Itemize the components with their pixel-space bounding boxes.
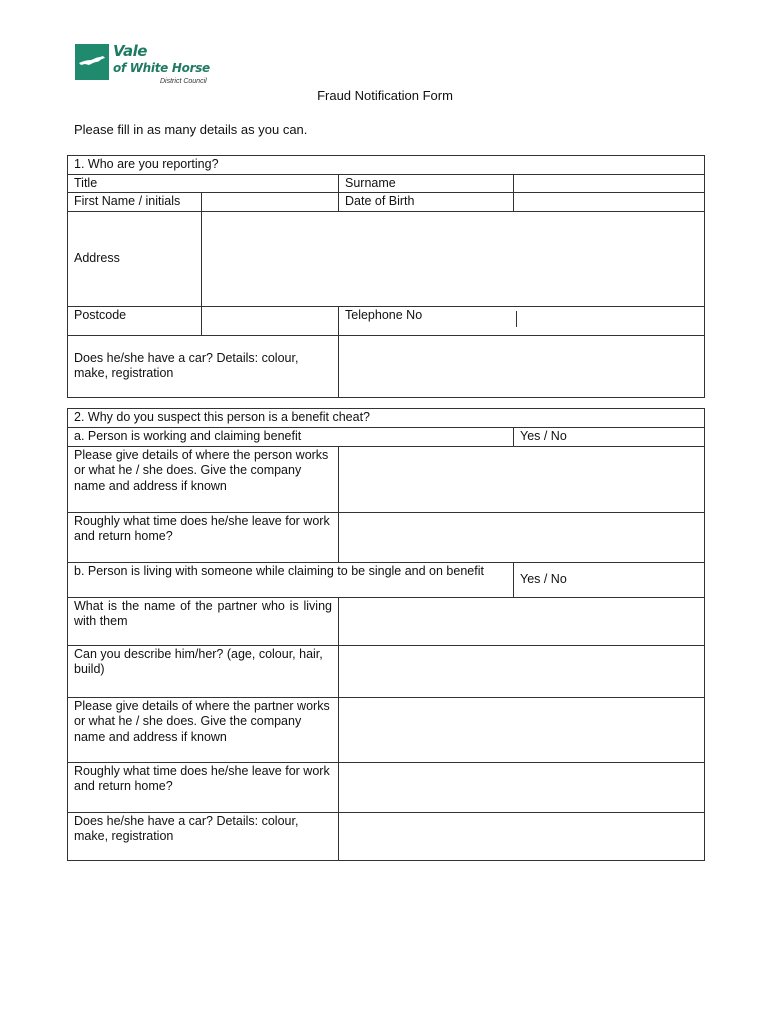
- date-of-birth-field[interactable]: [514, 193, 705, 212]
- telephone-field-divider: [516, 311, 517, 327]
- car-details-field[interactable]: [339, 335, 705, 397]
- working-claiming-label: a. Person is working and claiming benefit: [68, 427, 514, 446]
- intro-text: Please fill in as many details as you can.: [74, 122, 308, 137]
- section-1-table: [67, 155, 705, 398]
- living-together-label: b. Person is living with someone while claiming to be single and on benefit: [68, 562, 514, 597]
- first-name-field[interactable]: [202, 193, 339, 212]
- work-details-field[interactable]: [339, 446, 705, 512]
- partner-work-details-field[interactable]: [339, 697, 705, 762]
- logo-text-vale: Vale: [113, 42, 147, 60]
- section-2-table: [67, 408, 705, 861]
- partner-work-times-label: Roughly what time does he/she leave for work and return home?: [68, 762, 339, 812]
- logo-text-district-council: District Council: [160, 78, 207, 85]
- page-title: Fraud Notification Form: [317, 88, 453, 103]
- logo-text-white-horse: of White Horse: [113, 61, 210, 75]
- surname-field[interactable]: [514, 174, 705, 193]
- address-field[interactable]: [202, 211, 705, 306]
- partner-description-label: Can you describe him/her? (age, colour, hair, build): [68, 645, 339, 697]
- partner-work-details-label: Please give details of where the partner works or what he / she does. Give the company name and address if known: [68, 697, 339, 762]
- first-name-label: First Name / initials: [68, 193, 202, 212]
- work-times-field[interactable]: [339, 512, 705, 562]
- council-logo: [75, 44, 225, 90]
- partner-car-details-field[interactable]: [339, 812, 705, 860]
- white-horse-icon: [78, 54, 106, 68]
- surname-label: Surname: [339, 174, 514, 193]
- partner-name-label: What is the name of the partner who is living with them: [68, 597, 339, 645]
- partner-car-details-label: Does he/she have a car? Details: colour, make, registration: [68, 812, 339, 860]
- work-times-label: Roughly what time does he/she leave for work and return home?: [68, 512, 339, 562]
- section-2-heading: 2. Why do you suspect this person is a benefit cheat?: [68, 409, 705, 428]
- logo-emblem: [75, 44, 109, 80]
- partner-description-field[interactable]: [339, 645, 705, 697]
- postcode-label: Postcode: [68, 306, 202, 335]
- work-details-label: Please give details of where the person works or what he / she does. Give the company name and address if known: [68, 446, 339, 512]
- section-1-heading: 1. Who are you reporting?: [68, 156, 705, 175]
- partner-work-times-field[interactable]: [339, 762, 705, 812]
- telephone-label: Telephone No: [339, 306, 705, 335]
- address-label: Address: [68, 211, 202, 306]
- partner-name-field[interactable]: [339, 597, 705, 645]
- title-label: Title: [68, 174, 339, 193]
- working-yes-no[interactable]: Yes / No: [514, 427, 705, 446]
- living-together-yes-no[interactable]: Yes / No: [514, 562, 705, 597]
- postcode-field[interactable]: [202, 306, 339, 335]
- car-details-label: Does he/she have a car? Details: colour, make, registration: [68, 335, 339, 397]
- date-of-birth-label: Date of Birth: [339, 193, 514, 212]
